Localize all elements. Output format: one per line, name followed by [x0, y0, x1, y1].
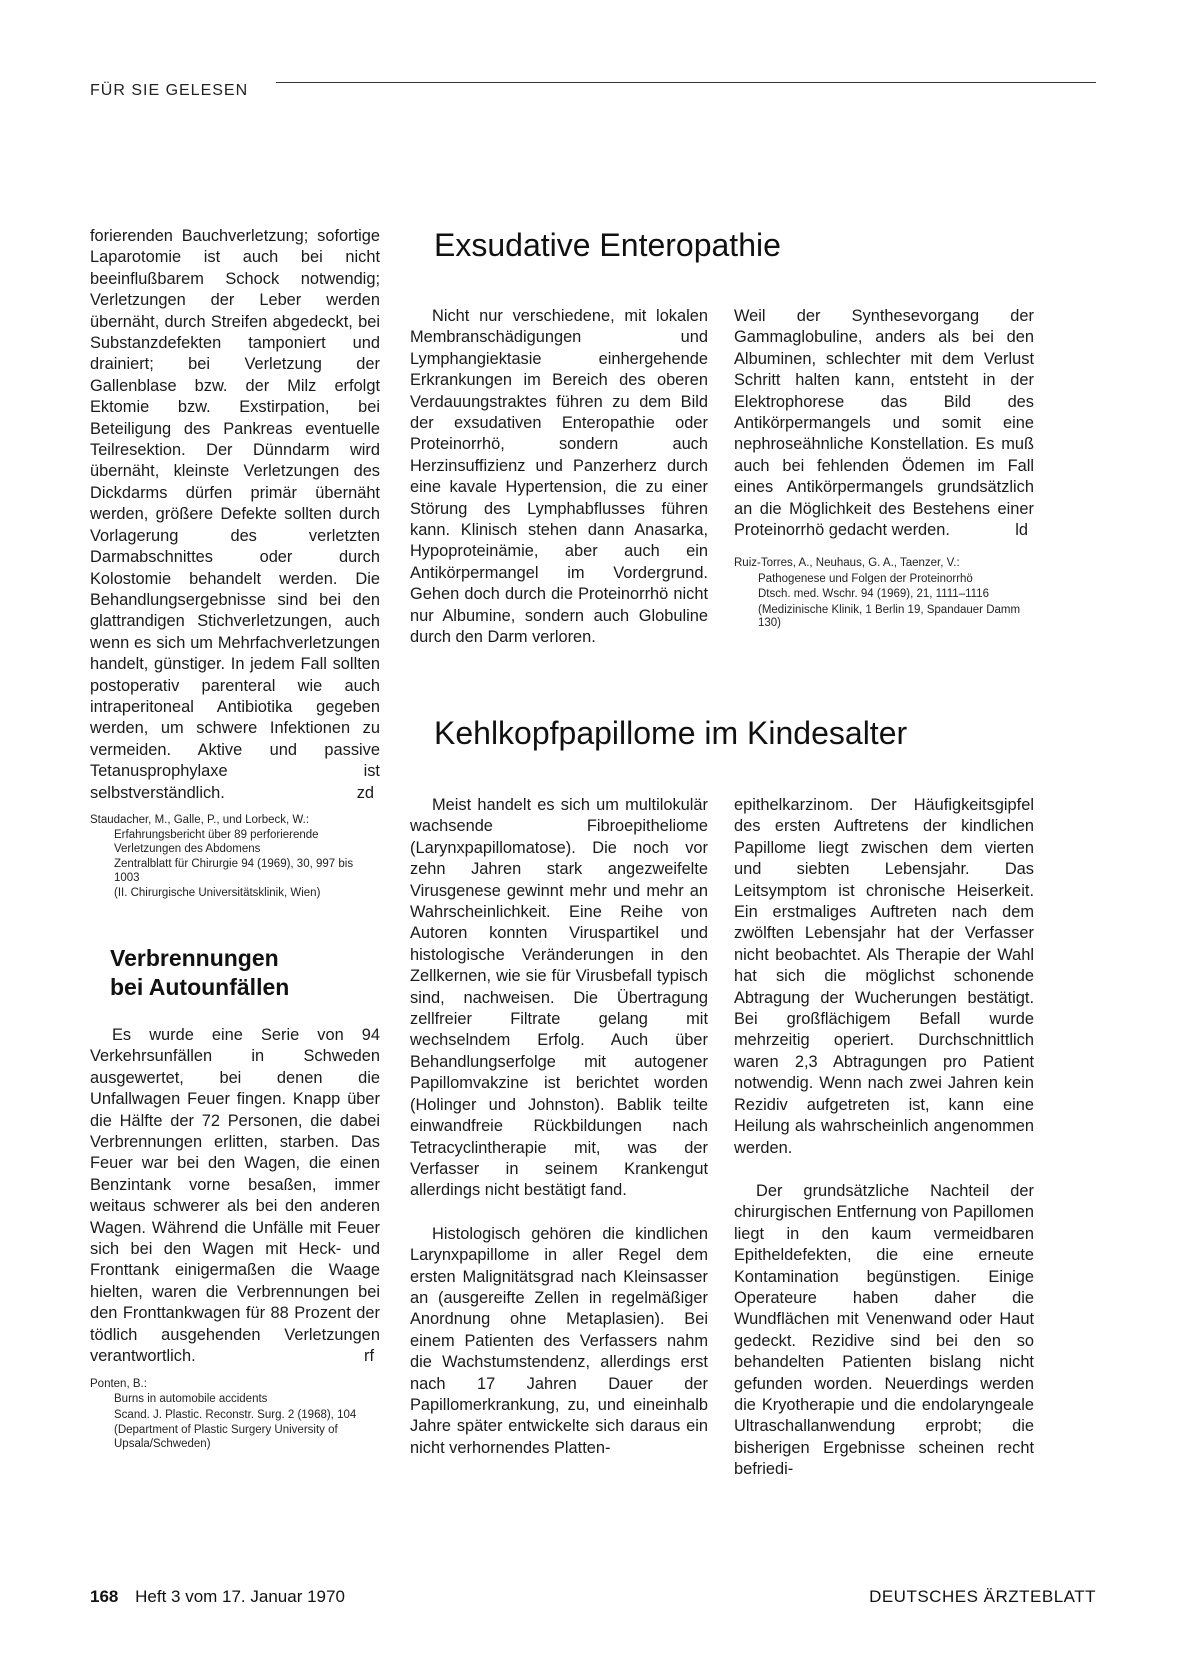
exsudative-col1: [410, 306, 708, 649]
reference-title: Erfahrungsbericht über 89 perforierende Verletzungen des Abdomens: [114, 829, 319, 855]
publication-name: DEUTSCHES ÄRZTEBLATT: [869, 1587, 1096, 1606]
exsudative-body2: Weil der Synthesevorgang der Gammaglobuline, anders als bei den Albuminen, schlechter mit dem Verlust Schritt halten kann, entsteht in der Elektrophorese das Bild des Antikörpermangels und somit eine nephroseähnliche Konstellation. Es muß auch bei fehlenden Ödemen im Fall eines Antikörpermangels grundsätzlich an die Möglichkeit des Bestehens einer Proteinorrhö gedacht werden.: [734, 307, 1034, 540]
reference-title: Burns in automobile accidents: [114, 1393, 268, 1405]
reference-journal: Dtsch. med. Wschr. 94 (1969), 21, 1111–1116: [758, 588, 989, 601]
article2-text: [90, 1025, 380, 1368]
article1-signature: zd: [356, 783, 374, 802]
reference-authors: Staudacher, M., Galle, P., und Lorbeck, W.:: [90, 813, 310, 826]
kehlkopf-text4: Der grundsätzliche Nachteil der chirurgischen Entfernung von Papillomen liegt in den kaum vermeidbaren Epitheldefekten, die eine erneute Kontamination begünstigen. Einige Operateure haben daher die Wundflächen mit Venenwand oder Haut gedeckt. Rezidive sind bei den so behandelten Patienten bislang nicht gefunden worden. Neuerdings werden die Kryotherapie und die endolaryngeale Ultraschallanwendung erprobt; die bisherigen Ergebnisse scheinen recht befriedi-: [734, 1181, 1034, 1479]
issue-info: Heft 3 vom 17. Januar 1970: [135, 1587, 345, 1606]
reference-institution: (Medizinische Klinik, 1 Berlin 19, Spandauer Damm 130): [758, 603, 1021, 630]
footer-left: [90, 1587, 345, 1607]
kehlkopf-text1: Meist handelt es sich um multilokulär wachsende Fibroepitheliome (Larynxpapillomatose). Die noch vor zehn Jahren stark angezweifelte Virusgenese gewinnt mehr und mehr an Wahrscheinlichkeit. Eine Reihe von Autoren konnten Viruspartikel und histologische Veränderungen in den Zellkernen, wie sie für Virusbefall typisch sind, nachweisen. Die Übertragung zellfreier Filtrate gelang mit wechselndem Erfolg. Auch über Behandlungserfolge mit autogener Papillomvakzine ist berichtet worden (Holinger und Johnston). Bablik teilte einwandfreie Rückbildungen nach Tetracyclintherapie mit, was der Verfasser in seinem Krankengut allerdings nicht bestätigt fand.: [410, 796, 708, 1200]
kehlkopf-text3: epithelkarzinom. Der Häufigkeitsgipfel des ersten Auftretens der kindlichen Papillome liegt zwischen dem vierten und siebten Lebensjahr. Das Leitsymptom ist chronische Heiserkeit. Ein erstmaliges Auftreten nach dem zwölften Lebensjahr hat der Verfasser nicht beobachtet. Als Therapie der Wahl hat sich die möglichst schonende Abtragung der Wucherungen bestätigt. Bei großflächigem Befall wurde mehrzeitig operiert. Durchschnittlich waren 2,3 Abtragungen pro Patient notwendig. Wenn nach zwei Jahren kein Rezidiv aufgetreten ist, kann eine Heilung als wahrscheinlich angenommen werden.: [734, 796, 1034, 1157]
kehlkopf-col2: [734, 795, 1034, 1481]
header-rule: [276, 82, 1096, 83]
article2-column: [90, 1025, 380, 1453]
reference-journal: Scand. J. Plastic. Reconstr. Surg. 2 (1968), 104: [114, 1408, 357, 1421]
article2-title: [110, 944, 380, 1002]
reference-authors: Ponten, B.:: [90, 1377, 147, 1390]
exsudative-text2: [734, 306, 1034, 541]
article2-signature: rf: [363, 1347, 374, 1366]
reference-institution: (Department of Plastic Surgery University of Upsala/Schweden): [114, 1424, 338, 1450]
article2-reference: [90, 1378, 380, 1452]
exsudative-col2: [734, 306, 1034, 633]
reference-journal: Zentralblatt für Chirurgie 94 (1969), 30, 997 bis 1003: [114, 858, 354, 884]
article2-title-line2: bei Autounfällen: [110, 974, 290, 1000]
reference-authors: Ruiz-Torres, A., Neuhaus, G. A., Taenzer, V.:: [734, 557, 960, 570]
article1-reference: [90, 814, 380, 901]
kehlkopf-col1: [410, 795, 708, 1459]
left-column: [90, 226, 380, 903]
exsudative-text1: Nicht nur verschiedene, mit lokalen Membranschädigungen und Lymphangiektasie einhergehende Erkrankungen im Bereich des oberen Verdauungstraktes führen zu dem Bild der exsudativen Enteropathie oder Proteinorrhö, sondern auch Herzinsuffizienz und Panzerherz durch eine kavale Hypertension, die zu einer Störung des Lymphabflusses führen kann. Klinisch stehen dann Anasarka, Hypoproteinämie, aber auch ein Antikörpermangel im Vordergrund. Gehen doch durch die Proteinorrhö nicht nur Albumine, sondern auch Globuline durch den Darm verloren.: [410, 307, 708, 647]
reference-institution: (II. Chirurgische Universitätsklinik, Wien): [114, 887, 321, 900]
reference-title: Pathogenese und Folgen der Proteinorrhö: [758, 572, 973, 585]
kehlkopf-title: Kehlkopfpapillome im Kindesalter: [434, 715, 908, 751]
section-label: FÜR SIE GELESEN: [90, 82, 249, 99]
article1-continued-text: [90, 226, 380, 804]
page-number: 168: [90, 1587, 119, 1606]
exsudative-title: Exsudative Enteropathie: [434, 227, 781, 263]
exsudative-signature: ld: [1015, 521, 1028, 540]
article2-body: Es wurde eine Serie von 94 Verkehrsunfällen in Schweden ausgewertet, bei denen die Unfallwagen Feuer fingen. Knapp über die Hälfte der 72 Personen, die dabei Verbrennungen erlitten, starben. Das Feuer war bei den Wagen, die einen Benzintank vorne besaßen, immer weitaus schwerer als bei den anderen Wagen. Während die Unfälle mit Feuer sich bei den Wagen mit Heck- und Fronttank einigermaßen die Waage hielten, waren die Verbrennungen bei den Fronttankwagen für 88 Prozent der tödlich ausgehenden Verletzungen verantwortlich.: [90, 1026, 380, 1366]
article1-body: forierenden Bauchverletzung; sofortige Laparotomie ist auch bei nicht beeinflußbarem Schock notwendig; Verletzungen der Leber werden übernäht, durch Streifen abgedeckt, bei Substanzdefekten tamponiert und drainiert; bei Verletzung der Gallenblase bzw. der Milz erfolgt Ektomie bzw. Exstirpation, bei Beteiligung des Pankreas eventuelle Teilresektion. Der Dünndarm wird übernäht, kleinste Verletzungen des Dickdarms dürfen primär übernäht werden, größere Defekte sollten durch Vorlagerung des verletzten Darmabschnittes oder durch Kolostomie behandelt werden. Die Behandlungsergebnisse sind bei den glattrandigen Stichverletzungen, auch wenn es sich um Mehrfachverletzungen handelt, günstiger. In jedem Fall sollten postoperativ parenteral wie auch intraperitoneal Antibiotika gegeben werden, um schwere Infektionen zu vermeiden. Aktive und passive Tetanusprophylaxe ist selbstverständlich.: [90, 227, 380, 802]
kehlkopf-text2: Histologisch gehören die kindlichen Larynxpapillome in aller Regel dem ersten Malignitätsgrad nach Kleinsasser an (ausgereifte Zellen in regelmäßiger Anordnung ohne Metaplasien). Bei einem Patienten des Verfassers nahm die Wachstumstendenz, allerdings erst nach 17 Jahren Dauer der Papillomerkrankung, zu, und eineinhalb Jahre später entwickelte sich daraus ein nicht verhornendes Platten-: [410, 1224, 708, 1457]
article2-title-line1: Verbrennungen: [110, 945, 279, 971]
exsudative-reference: [734, 557, 1034, 631]
